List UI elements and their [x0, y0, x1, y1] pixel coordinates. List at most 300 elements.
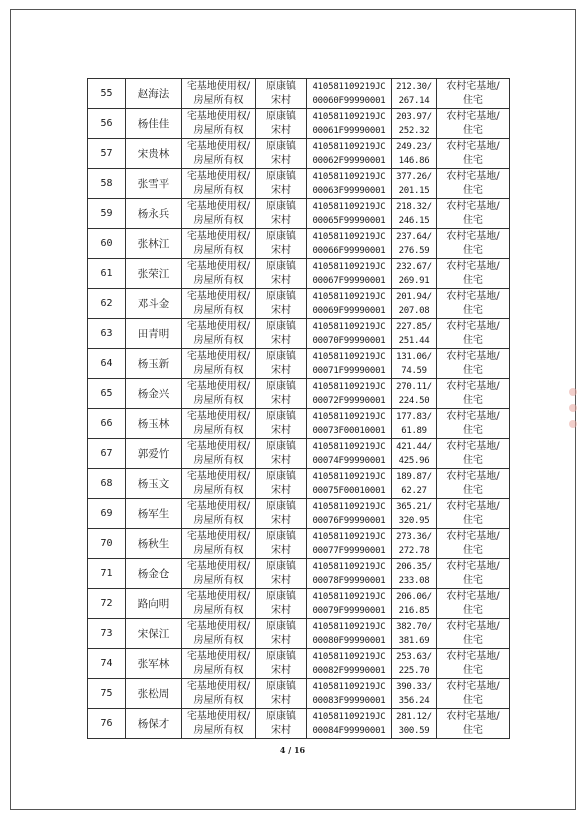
area: 272.78	[398, 545, 430, 556]
right-type: 宅基地使用权/	[186, 80, 251, 92]
right-type-cell	[182, 709, 256, 739]
area: 381.69	[398, 635, 430, 646]
location: 宋村	[271, 244, 291, 256]
row-number-cell	[88, 559, 126, 589]
right-type: 宅基地使用权/	[186, 230, 251, 242]
area: 225.70	[398, 665, 430, 676]
location: 原康镇	[266, 260, 296, 272]
area: 203.97/	[396, 111, 432, 122]
land-use-cell	[437, 139, 510, 169]
location: 原康镇	[266, 350, 296, 362]
location-cell	[256, 619, 307, 649]
unit-code: 00071F99990001	[312, 365, 386, 376]
right-type: 房屋所有权	[193, 484, 244, 496]
land-use: 农村宅基地/	[446, 260, 500, 272]
location: 宋村	[271, 154, 291, 166]
land-use: 住宅	[463, 634, 483, 646]
table-row	[88, 229, 510, 259]
right-type: 房屋所有权	[193, 544, 244, 556]
unit-code-cell	[307, 109, 392, 139]
table-row	[88, 379, 510, 409]
right-type: 房屋所有权	[193, 304, 244, 316]
land-use: 住宅	[463, 244, 483, 256]
location: 原康镇	[266, 140, 296, 152]
land-use-cell	[437, 409, 510, 439]
area: 146.86	[398, 155, 430, 166]
unit-code: 410581109219JC	[312, 531, 386, 542]
right-type-cell	[182, 139, 256, 169]
land-use-cell	[437, 589, 510, 619]
location: 原康镇	[266, 500, 296, 512]
area: 365.21/	[396, 501, 432, 512]
location-cell	[256, 469, 307, 499]
location: 原康镇	[266, 680, 296, 692]
right-type: 宅基地使用权/	[186, 380, 251, 392]
location: 原康镇	[266, 530, 296, 542]
location-cell	[256, 289, 307, 319]
area: 377.26/	[396, 171, 432, 182]
land-use-cell	[437, 79, 510, 109]
row-number: 68	[100, 477, 113, 489]
location-cell	[256, 349, 307, 379]
right-type-cell	[182, 379, 256, 409]
location: 宋村	[271, 604, 291, 616]
row-number: 75	[100, 687, 113, 699]
unit-code: 00077F99990001	[312, 545, 386, 556]
owner-name-cell	[126, 139, 182, 169]
area: 212.30/	[396, 81, 432, 92]
location: 宋村	[271, 664, 291, 676]
land-use: 农村宅基地/	[446, 410, 500, 422]
row-number-cell	[88, 199, 126, 229]
owner-name-cell	[126, 619, 182, 649]
unit-code: 410581109219JC	[312, 261, 386, 272]
row-number-cell	[88, 469, 126, 499]
location: 宋村	[271, 454, 291, 466]
area: 270.11/	[396, 381, 432, 392]
location: 宋村	[271, 484, 291, 496]
unit-code: 00070F99990001	[312, 335, 386, 346]
land-use: 住宅	[463, 124, 483, 136]
owner-name-cell	[126, 349, 182, 379]
owner-name-cell	[126, 469, 182, 499]
owner-name: 张松周	[137, 687, 170, 700]
land-use: 住宅	[463, 94, 483, 106]
table-row	[88, 139, 510, 169]
land-use: 住宅	[463, 304, 483, 316]
right-type: 房屋所有权	[193, 274, 244, 286]
unit-code-cell	[307, 319, 392, 349]
owner-name-cell	[126, 679, 182, 709]
right-type: 房屋所有权	[193, 604, 244, 616]
location: 宋村	[271, 124, 291, 136]
unit-code-cell	[307, 379, 392, 409]
unit-code: 410581109219JC	[312, 381, 386, 392]
table-row	[88, 349, 510, 379]
unit-code-cell	[307, 199, 392, 229]
location-cell	[256, 79, 307, 109]
land-use: 住宅	[463, 544, 483, 556]
location-cell	[256, 139, 307, 169]
unit-code: 00078F99990001	[312, 575, 386, 586]
location: 原康镇	[266, 170, 296, 182]
land-use: 住宅	[463, 274, 483, 286]
location-cell	[256, 169, 307, 199]
right-type-cell	[182, 79, 256, 109]
area-cell	[392, 379, 437, 409]
area: 201.94/	[396, 291, 432, 302]
area: 62.27	[401, 485, 427, 496]
right-type: 房屋所有权	[193, 664, 244, 676]
table-row	[88, 679, 510, 709]
area: 276.59	[398, 245, 430, 256]
area: 253.63/	[396, 651, 432, 662]
right-type: 宅基地使用权/	[186, 680, 251, 692]
owner-name: 张雪平	[137, 177, 170, 190]
land-use-cell	[437, 679, 510, 709]
land-use: 农村宅基地/	[446, 650, 500, 662]
row-number: 55	[100, 87, 113, 99]
table-row	[88, 169, 510, 199]
owner-name: 宋贵林	[137, 147, 170, 160]
unit-code-cell	[307, 709, 392, 739]
row-number: 61	[100, 267, 113, 279]
right-type: 宅基地使用权/	[186, 500, 251, 512]
right-type: 房屋所有权	[193, 634, 244, 646]
area: 61.89	[401, 425, 427, 436]
area-cell	[392, 709, 437, 739]
land-use-cell	[437, 169, 510, 199]
right-type: 宅基地使用权/	[186, 320, 251, 332]
owner-name: 杨金兴	[137, 387, 170, 400]
unit-code-cell	[307, 559, 392, 589]
owner-name-cell	[126, 589, 182, 619]
owner-name-cell	[126, 289, 182, 319]
unit-code: 410581109219JC	[312, 441, 386, 452]
row-number-cell	[88, 679, 126, 709]
row-number: 64	[100, 357, 113, 369]
location-cell	[256, 229, 307, 259]
table-row	[88, 409, 510, 439]
location: 宋村	[271, 214, 291, 226]
owner-name-cell	[126, 169, 182, 199]
right-type-cell	[182, 499, 256, 529]
owner-name: 杨永兵	[137, 207, 170, 220]
right-type-cell	[182, 619, 256, 649]
land-use: 农村宅基地/	[446, 530, 500, 542]
location: 宋村	[271, 544, 291, 556]
land-use-cell	[437, 349, 510, 379]
right-type: 宅基地使用权/	[186, 290, 251, 302]
table-row	[88, 199, 510, 229]
land-use: 住宅	[463, 604, 483, 616]
right-type-cell	[182, 649, 256, 679]
land-use-cell	[437, 319, 510, 349]
area: 206.06/	[396, 591, 432, 602]
land-use-cell	[437, 499, 510, 529]
table-row	[88, 619, 510, 649]
area: 251.44	[398, 335, 430, 346]
unit-code: 410581109219JC	[312, 501, 386, 512]
area: 390.33/	[396, 681, 432, 692]
land-use: 农村宅基地/	[446, 140, 500, 152]
location: 原康镇	[266, 560, 296, 572]
area: 189.87/	[396, 471, 432, 482]
location: 宋村	[271, 634, 291, 646]
right-type-cell	[182, 679, 256, 709]
land-use: 住宅	[463, 424, 483, 436]
owner-name: 杨秋生	[137, 537, 170, 550]
area-cell	[392, 499, 437, 529]
owner-name: 郭爱竹	[137, 447, 170, 460]
right-type-cell	[182, 529, 256, 559]
land-use: 农村宅基地/	[446, 200, 500, 212]
unit-code: 00061F99990001	[312, 125, 386, 136]
unit-code: 410581109219JC	[312, 81, 386, 92]
location: 原康镇	[266, 620, 296, 632]
owner-name-cell	[126, 229, 182, 259]
land-use-cell	[437, 109, 510, 139]
land-use-cell	[437, 649, 510, 679]
land-use-cell	[437, 469, 510, 499]
right-type: 宅基地使用权/	[186, 530, 251, 542]
unit-code: 00083F99990001	[312, 695, 386, 706]
table-row	[88, 79, 510, 109]
area: 252.32	[398, 125, 430, 136]
table-row	[88, 709, 510, 739]
location-cell	[256, 199, 307, 229]
location: 原康镇	[266, 440, 296, 452]
owner-name-cell	[126, 529, 182, 559]
row-number: 69	[100, 507, 113, 519]
row-number-cell	[88, 649, 126, 679]
right-type: 房屋所有权	[193, 334, 244, 346]
unit-code: 410581109219JC	[312, 651, 386, 662]
right-type-cell	[182, 589, 256, 619]
unit-code: 00063F99990001	[312, 185, 386, 196]
owner-name: 杨佳佳	[137, 117, 170, 130]
row-number: 58	[100, 177, 113, 189]
area: 246.15	[398, 215, 430, 226]
owner-name: 张荣江	[137, 267, 170, 280]
location: 原康镇	[266, 80, 296, 92]
location-cell	[256, 379, 307, 409]
owner-name: 杨金仓	[137, 567, 170, 580]
land-use-cell	[437, 289, 510, 319]
location: 原康镇	[266, 650, 296, 662]
row-number-cell	[88, 169, 126, 199]
unit-code-cell	[307, 259, 392, 289]
unit-code-cell	[307, 349, 392, 379]
unit-code: 410581109219JC	[312, 561, 386, 572]
unit-code: 00067F99990001	[312, 275, 386, 286]
table-row	[88, 259, 510, 289]
area-cell	[392, 289, 437, 319]
area: 216.85	[398, 605, 430, 616]
row-number: 62	[100, 297, 113, 309]
area-cell	[392, 409, 437, 439]
area: 74.59	[401, 365, 427, 376]
unit-code: 00079F99990001	[312, 605, 386, 616]
area-cell	[392, 169, 437, 199]
area: 218.32/	[396, 201, 432, 212]
row-number-cell	[88, 589, 126, 619]
right-type: 房屋所有权	[193, 394, 244, 406]
row-number-cell	[88, 79, 126, 109]
row-number: 71	[100, 567, 113, 579]
location-cell	[256, 529, 307, 559]
owner-name-cell	[126, 409, 182, 439]
table-row	[88, 589, 510, 619]
row-number-cell	[88, 319, 126, 349]
unit-code-cell	[307, 409, 392, 439]
area-cell	[392, 679, 437, 709]
unit-code-cell	[307, 169, 392, 199]
unit-code: 00074F99990001	[312, 455, 386, 466]
area: 249.23/	[396, 141, 432, 152]
unit-code-cell	[307, 79, 392, 109]
area-cell	[392, 199, 437, 229]
table-row	[88, 469, 510, 499]
unit-code: 410581109219JC	[312, 591, 386, 602]
land-use: 住宅	[463, 184, 483, 196]
right-type: 宅基地使用权/	[186, 710, 251, 722]
location: 原康镇	[266, 230, 296, 242]
location: 原康镇	[266, 290, 296, 302]
right-type: 房屋所有权	[193, 244, 244, 256]
unit-code: 00060F99990001	[312, 95, 386, 106]
right-type: 房屋所有权	[193, 694, 244, 706]
stamp-edge-mark	[569, 388, 577, 396]
row-number-cell	[88, 529, 126, 559]
unit-code: 00072F99990001	[312, 395, 386, 406]
right-type: 房屋所有权	[193, 154, 244, 166]
right-type-cell	[182, 469, 256, 499]
unit-code-cell	[307, 289, 392, 319]
land-use: 农村宅基地/	[446, 440, 500, 452]
location: 宋村	[271, 424, 291, 436]
unit-code: 00084F99990001	[312, 725, 386, 736]
area-cell	[392, 619, 437, 649]
land-use-cell	[437, 439, 510, 469]
location-cell	[256, 649, 307, 679]
right-type: 房屋所有权	[193, 184, 244, 196]
right-type: 宅基地使用权/	[186, 560, 251, 572]
row-number: 56	[100, 117, 113, 129]
land-use: 农村宅基地/	[446, 500, 500, 512]
right-type-cell	[182, 199, 256, 229]
unit-code-cell	[307, 499, 392, 529]
area-cell	[392, 259, 437, 289]
row-number-cell	[88, 499, 126, 529]
area: 421.44/	[396, 441, 432, 452]
owner-name: 张军林	[137, 657, 170, 670]
owner-name: 邓斗金	[137, 297, 170, 310]
location: 原康镇	[266, 590, 296, 602]
owner-name: 路向明	[137, 597, 170, 610]
owner-name-cell	[126, 649, 182, 679]
right-type: 宅基地使用权/	[186, 170, 251, 182]
unit-code: 410581109219JC	[312, 351, 386, 362]
area-cell	[392, 589, 437, 619]
unit-code: 00076F99990001	[312, 515, 386, 526]
area: 320.95	[398, 515, 430, 526]
area: 273.36/	[396, 531, 432, 542]
unit-code: 410581109219JC	[312, 321, 386, 332]
right-type: 宅基地使用权/	[186, 260, 251, 272]
area-cell	[392, 529, 437, 559]
owner-name: 宋保江	[137, 627, 170, 640]
row-number: 65	[100, 387, 113, 399]
area: 300.59	[398, 725, 430, 736]
location: 原康镇	[266, 380, 296, 392]
right-type-cell	[182, 259, 256, 289]
right-type-cell	[182, 439, 256, 469]
area-cell	[392, 139, 437, 169]
land-use: 住宅	[463, 334, 483, 346]
land-use: 农村宅基地/	[446, 170, 500, 182]
location: 宋村	[271, 334, 291, 346]
row-number-cell	[88, 109, 126, 139]
land-use: 农村宅基地/	[446, 470, 500, 482]
owner-name: 杨保才	[137, 717, 170, 730]
right-type: 房屋所有权	[193, 454, 244, 466]
land-use: 住宅	[463, 664, 483, 676]
owner-name: 田青明	[137, 327, 170, 340]
row-number-cell	[88, 139, 126, 169]
land-use: 住宅	[463, 694, 483, 706]
land-use-cell	[437, 379, 510, 409]
right-type: 宅基地使用权/	[186, 590, 251, 602]
location: 原康镇	[266, 110, 296, 122]
unit-code: 00082F99990001	[312, 665, 386, 676]
right-type: 房屋所有权	[193, 724, 244, 736]
location: 宋村	[271, 394, 291, 406]
location-cell	[256, 679, 307, 709]
row-number-cell	[88, 409, 126, 439]
owner-name-cell	[126, 319, 182, 349]
land-use: 住宅	[463, 154, 483, 166]
land-use: 住宅	[463, 484, 483, 496]
land-use-cell	[437, 259, 510, 289]
location-cell	[256, 589, 307, 619]
location: 原康镇	[266, 200, 296, 212]
area: 131.06/	[396, 351, 432, 362]
table-row	[88, 439, 510, 469]
unit-code: 410581109219JC	[312, 111, 386, 122]
area: 233.08	[398, 575, 430, 586]
row-number-cell	[88, 349, 126, 379]
location: 宋村	[271, 94, 291, 106]
owner-name-cell	[126, 109, 182, 139]
unit-code: 00066F99990001	[312, 245, 386, 256]
land-use-cell	[437, 529, 510, 559]
right-type: 宅基地使用权/	[186, 110, 251, 122]
location: 宋村	[271, 574, 291, 586]
row-number-cell	[88, 229, 126, 259]
land-use: 住宅	[463, 724, 483, 736]
unit-code-cell	[307, 439, 392, 469]
unit-code: 410581109219JC	[312, 471, 386, 482]
land-use: 住宅	[463, 214, 483, 226]
row-number: 59	[100, 207, 113, 219]
location-cell	[256, 409, 307, 439]
location: 原康镇	[266, 410, 296, 422]
table-row	[88, 319, 510, 349]
unit-code: 00073F00010001	[312, 425, 386, 436]
right-type: 宅基地使用权/	[186, 620, 251, 632]
land-use: 农村宅基地/	[446, 380, 500, 392]
